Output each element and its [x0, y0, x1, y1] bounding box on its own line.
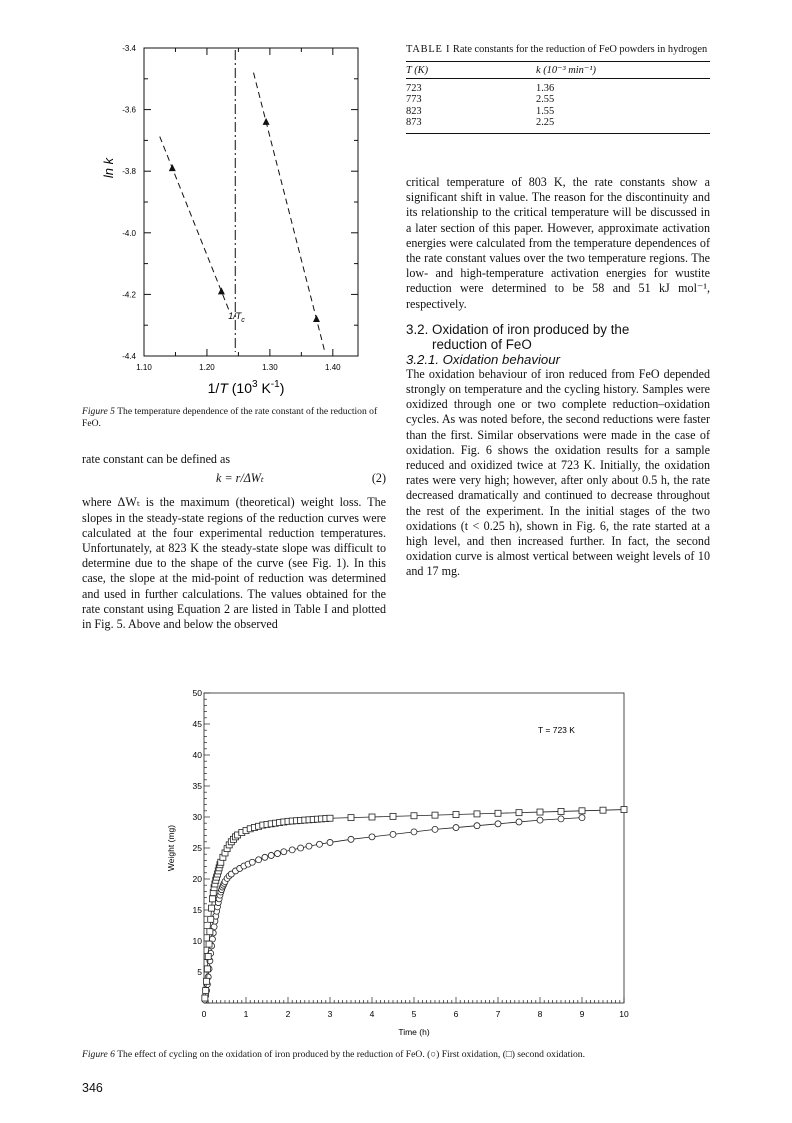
table-row: 823 1.55	[406, 105, 555, 117]
table-1	[406, 44, 710, 134]
table-row: 723 1.36	[406, 83, 555, 94]
x-tick-label: 0	[201, 1009, 207, 1019]
y-tick-label: -3.4	[122, 44, 136, 53]
equation-2	[82, 471, 386, 486]
x-tick-label: 1.10	[136, 363, 152, 372]
circle-marker	[474, 823, 480, 829]
circle-marker	[298, 845, 304, 851]
square-marker	[208, 916, 214, 922]
y-axis-label: Weight (mg)	[166, 824, 176, 872]
square-marker	[516, 810, 522, 816]
data-point	[169, 164, 176, 171]
x-axis-label: Time (h)	[398, 1027, 430, 1037]
series-line	[205, 810, 624, 998]
left-paragraph: where ΔWₜ is the maximum (theoretical) weight loss. The slopes in the steady-state regions of the reduction curves were calculated at the four experimental reduction temperatures. Unfortunately, at 823 K the steady-state slope was difficult to determine due to the shape of the curve (see Fig. 1). In this case, the slope at the mid-point of reduction was determined and used in further calculations. The values obtained for the rate constant using Equation 2 are listed in Table I and plotted in Fig. 5. Above and below the observed	[82, 495, 386, 632]
x-axis-label	[208, 379, 285, 396]
circle-marker	[537, 817, 543, 823]
x-tick-label: 1	[243, 1009, 249, 1019]
square-marker	[411, 813, 417, 819]
section-heading-line-2: reduction of FeO	[432, 336, 532, 352]
y-tick-label: 45	[192, 719, 202, 729]
square-marker	[327, 815, 333, 821]
table-1-title	[406, 44, 710, 57]
y-tick-label: 35	[192, 781, 202, 791]
x-tick-label: 1.40	[325, 363, 341, 372]
section-heading	[406, 322, 710, 352]
x-tick-label: 10	[619, 1009, 629, 1019]
y-axis-label: ln k	[101, 157, 116, 179]
circle-marker	[558, 816, 564, 822]
x-label-part: K	[257, 380, 271, 396]
square-marker	[207, 929, 213, 935]
right-paragraph-2: The oxidation behaviour of iron reduced from FeO depended strongly on temperature and the cycling history. Samples were oxidized through one or two complete reduction–oxidation cycles. As was noted before, the second reductions were faster than the first. Similar observations were made in the case of oxidation. Fig. 6 shows the oxidation results for a sample reduced and oxidized twice at 723 K. Initially, the oxidation rates were very high; however, after only about 0.5 h, the rate decreased dramatically and continued to decrease throughout the rest of the experiment. In the initial stages of the two oxidations (t < 0.25 h), shown in Fig. 6, the rate started at a high level, and then increased further. In fact, the second oxidation curve is almost vertical between weight levels of 10 and 17 mg.	[406, 366, 710, 579]
figure-5-caption-label: Figure 5	[82, 406, 115, 417]
figure-5	[92, 40, 392, 400]
circle-marker	[262, 854, 268, 860]
left-column	[82, 452, 386, 632]
circle-marker	[249, 859, 255, 865]
circle-marker	[390, 831, 396, 837]
square-marker	[495, 810, 501, 816]
x-tick-label: 7	[495, 1009, 501, 1019]
circle-marker	[256, 857, 262, 863]
circle-marker	[275, 851, 281, 857]
square-marker	[600, 807, 606, 813]
square-marker	[348, 815, 354, 821]
y-tick-label: -3.8	[122, 167, 136, 177]
figure-5-caption-text: The temperature dependence of the rate constant of the reduction of FeO.	[82, 406, 378, 429]
square-marker	[474, 811, 480, 817]
square-marker	[537, 809, 543, 815]
square-marker	[558, 808, 564, 814]
right-column	[406, 175, 710, 580]
fit-line	[160, 137, 230, 314]
y-tick-label: 30	[192, 812, 202, 822]
y-tick-label: 15	[192, 905, 202, 915]
y-tick-label: -3.6	[122, 105, 136, 115]
critical-temperature-label: $1/T_c$	[228, 311, 245, 325]
circle-marker	[579, 815, 585, 821]
square-marker	[390, 813, 396, 819]
x-tick-label: 1.30	[262, 363, 278, 372]
plot-frame	[204, 693, 624, 1003]
fit-line	[254, 73, 326, 354]
x-label-part: )	[279, 380, 285, 396]
square-marker	[579, 808, 585, 814]
right-paragraph-1: critical temperature of 803 K, the rate constants show a significant shift in value. The reason for the discontinuity and its relationship to the critical temperature will be discussed in a later section of this paper. However, approximate activation energies were calculated from the temperature dependences of the rate constant values over the two temperature regions. The low- and high-temperature activation energies for wustite reduction were determined to be 58 and 51 kJ mol⁻¹, respectively.	[406, 175, 710, 311]
series-line	[205, 818, 582, 1000]
table-1-grid	[406, 62, 710, 134]
x-tick-label: 5	[411, 1009, 417, 1019]
y-tick-label: -4.0	[122, 228, 136, 238]
square-marker	[203, 988, 209, 994]
x-label-part: 1/	[207, 380, 220, 396]
table-1-col-temp: T (K)	[406, 64, 429, 76]
x-tick-label: 8	[537, 1009, 543, 1019]
square-marker	[204, 978, 210, 984]
circle-marker	[281, 849, 287, 855]
x-tick-label: 4	[369, 1009, 375, 1019]
square-marker	[209, 896, 215, 902]
x-tick-label: 2	[285, 1009, 291, 1019]
plot-frame	[144, 48, 358, 356]
square-marker	[453, 812, 459, 818]
data-point	[313, 315, 320, 322]
square-marker	[369, 814, 375, 820]
circle-marker	[268, 852, 274, 858]
x-tick-label: 6	[453, 1009, 459, 1019]
data-point	[263, 118, 270, 125]
equation-intro: rate constant can be defined as	[82, 452, 231, 466]
y-tick-label: 10	[192, 936, 202, 946]
section-heading-line-1: 3.2. Oxidation of iron produced by the	[406, 321, 630, 337]
table-row: 873 2.25	[406, 117, 555, 129]
circle-marker	[411, 829, 417, 835]
figure-5-chart	[92, 40, 392, 400]
circle-marker	[369, 834, 375, 840]
y-tick-label: 5	[197, 967, 202, 977]
table-1-header	[406, 62, 710, 79]
table-1-title-label: TABLE I	[406, 44, 451, 55]
square-marker	[205, 954, 211, 960]
square-marker	[621, 807, 627, 813]
x-label-part: -1	[270, 379, 280, 390]
figure-5-caption	[82, 406, 382, 430]
figure-6-caption-text: The effect of cycling on the oxidation of iron produced by the reduction of FeO. (○) First oxidation, (□) second oxidation.	[117, 1049, 585, 1060]
circle-marker	[289, 847, 295, 853]
circle-marker	[432, 826, 438, 832]
x-label-part: (10	[227, 380, 252, 396]
square-marker	[209, 905, 215, 911]
circle-marker	[348, 836, 354, 842]
square-marker	[202, 995, 208, 1001]
subsection-heading: 3.2.1. Oxidation behaviour	[406, 351, 560, 367]
circle-marker	[516, 819, 522, 825]
equation-number: (2)	[371, 471, 386, 486]
equation-body: k = r/ΔWₜ	[216, 471, 264, 486]
x-tick-label: 9	[579, 1009, 585, 1019]
critical-temperature-sub: c	[241, 317, 245, 325]
y-tick-label: -4.2	[122, 290, 136, 300]
x-label-part: 3	[252, 379, 258, 390]
figure-6	[150, 685, 650, 1045]
square-marker	[204, 966, 210, 972]
table-1-title-text: Rate constants for the reduction of FeO powders in hydrogen	[452, 44, 708, 55]
y-tick-label: -4.4	[122, 352, 136, 361]
circle-marker	[317, 841, 323, 847]
figure-6-chart	[150, 685, 650, 1045]
table-1-col-k: k (10⁻³ min⁻¹)	[536, 64, 596, 76]
y-tick-label: 20	[192, 874, 202, 884]
x-label-part: T	[219, 380, 228, 396]
square-marker	[206, 941, 212, 947]
data-point	[218, 287, 225, 294]
y-tick-label: 50	[192, 688, 202, 698]
y-tick-label: 40	[192, 750, 202, 760]
circle-marker	[306, 843, 312, 849]
circle-marker	[495, 821, 501, 827]
x-tick-label: 3	[327, 1009, 333, 1019]
square-marker	[432, 812, 438, 818]
table-row: 773 2.55	[406, 94, 555, 106]
figure-6-caption-label: Figure 6	[82, 1049, 115, 1060]
y-tick-label: 25	[192, 843, 202, 853]
figure-6-caption	[82, 1049, 722, 1061]
x-tick-label: 1.20	[199, 363, 215, 372]
page-number: 346	[82, 1081, 103, 1095]
circle-marker	[453, 825, 459, 831]
temperature-annotation: T = 723 K	[538, 725, 575, 735]
circle-marker	[327, 839, 333, 845]
